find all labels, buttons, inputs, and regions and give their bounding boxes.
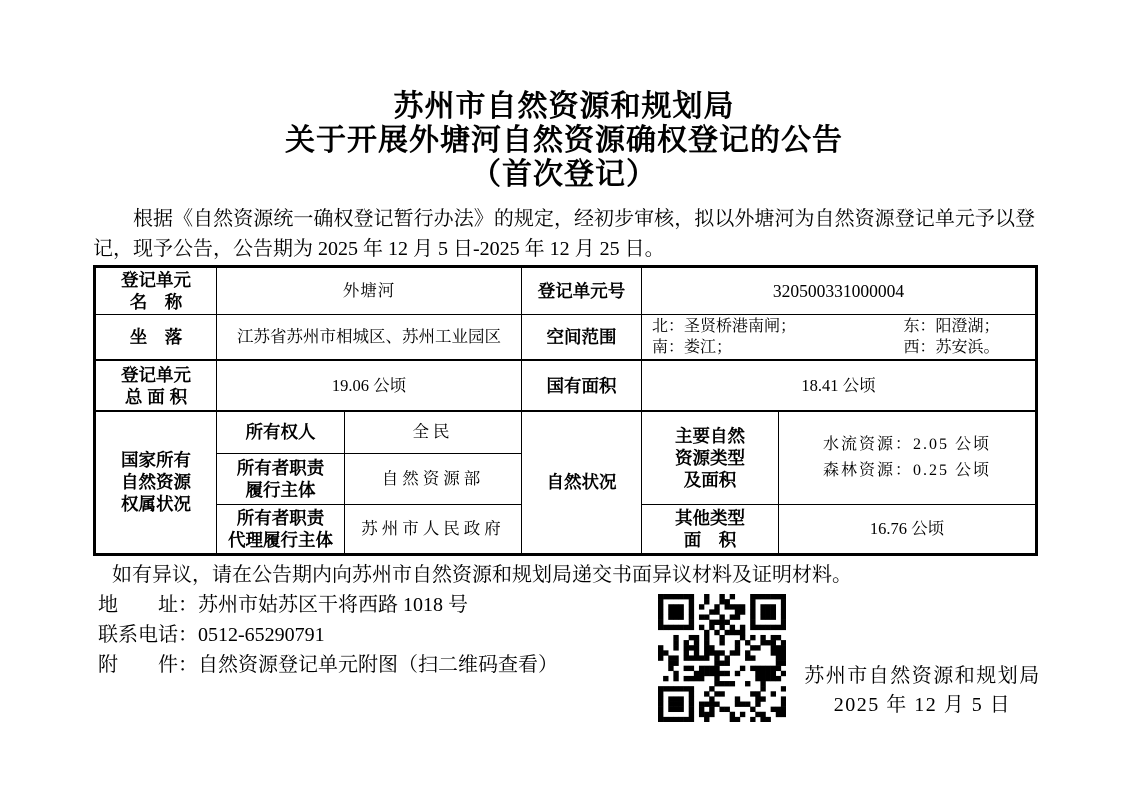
unit-number-label-cell: 登记单元号 bbox=[522, 267, 642, 315]
other-type-value-cell: 16.76 公顷 bbox=[779, 504, 1037, 554]
spatial-range-label-cell: 空间范围 bbox=[522, 315, 642, 361]
signature-date: 2025 年 12 月 5 日 bbox=[833, 694, 1012, 716]
agent-performer-value-cell: 苏州市人民政府 bbox=[345, 504, 522, 554]
attachment-line: 附 件：自然资源登记单元附图（扫二维码查看） bbox=[98, 654, 558, 676]
location-value-cell: 江苏省苏州市相城区、苏州工业园区 bbox=[217, 315, 522, 361]
signature-org: 苏州市自然资源和规划局 bbox=[804, 665, 1041, 687]
table-row bbox=[95, 315, 1037, 361]
spatial-range-value-cell bbox=[642, 315, 1037, 361]
state-area-value-cell: 18.41 公顷 bbox=[642, 360, 1037, 411]
page-title-line-1: 苏州市自然资源和规划局 bbox=[393, 90, 735, 123]
owner-label-cell: 所有权人 bbox=[217, 411, 345, 453]
table-row bbox=[95, 267, 1037, 315]
page-title-line-3: （首次登记） bbox=[471, 158, 657, 191]
agent-performer-label-cell: 所有者职责 代理履行主体 bbox=[217, 504, 345, 554]
registration-table bbox=[93, 265, 1038, 556]
owner-value-cell: 全民 bbox=[345, 411, 522, 453]
spatial-south: 南：娄江； bbox=[652, 339, 733, 356]
footer-notes bbox=[98, 560, 852, 680]
spatial-west: 西：苏安浜。 bbox=[903, 339, 1000, 356]
total-area-label-cell: 登记单元 总 面 积 bbox=[95, 360, 217, 411]
spatial-east: 东：阳澄湖； bbox=[903, 318, 1000, 335]
signature-block bbox=[790, 662, 1055, 720]
duty-performer-label-cell: 所有者职责 履行主体 bbox=[217, 453, 345, 504]
unit-name-label-cell: 登记单元 名 称 bbox=[95, 267, 217, 315]
main-resource-label-cell: 主要自然 资源类型 及面积 bbox=[642, 411, 779, 504]
address-line: 地 址：苏州市姑苏区干将西路 1018 号 bbox=[98, 594, 468, 616]
forest-resource-value: 森林资源：0.25 公顷 bbox=[822, 461, 991, 479]
natural-status-label-cell: 自然状况 bbox=[522, 411, 642, 554]
intro-paragraph: 根据《自然资源统一确权登记暂行办法》的规定，经初步审核，拟以外塘河为自然资源登记单元予以登记，现予公告，公告期为 2025 年 12 月 5 日-2025 年 12 月 25 日。 bbox=[93, 208, 1035, 260]
location-label-cell: 坐 落 bbox=[95, 315, 217, 361]
spatial-north: 北：圣贤桥港南闸； bbox=[652, 318, 797, 335]
qr-code-icon bbox=[658, 594, 786, 722]
phone-line: 联系电话：0512-65290791 bbox=[98, 624, 325, 646]
page-title-line-2: 关于开展外塘河自然资源确权登记的公告 bbox=[285, 124, 843, 157]
objection-note: 如有异议，请在公告期内向苏州市自然资源和规划局递交书面异议材料及证明材料。 bbox=[112, 564, 852, 586]
state-area-label-cell: 国有面积 bbox=[522, 360, 642, 411]
ownership-status-label-cell: 国家所有 自然资源 权属状况 bbox=[95, 411, 217, 554]
unit-number-value-cell: 320500331000004 bbox=[642, 267, 1037, 315]
other-type-label-cell: 其他类型 面 积 bbox=[642, 504, 779, 554]
table-row bbox=[95, 360, 1037, 411]
total-area-value-cell: 19.06 公顷 bbox=[217, 360, 522, 411]
duty-performer-value-cell: 自然资源部 bbox=[345, 453, 522, 504]
water-resource-value: 水流资源：2.05 公顷 bbox=[822, 435, 991, 453]
table-row bbox=[95, 411, 1037, 453]
unit-name-value-cell: 外塘河 bbox=[217, 267, 522, 315]
page-title bbox=[0, 90, 1122, 192]
main-resource-value-cell bbox=[779, 411, 1037, 504]
